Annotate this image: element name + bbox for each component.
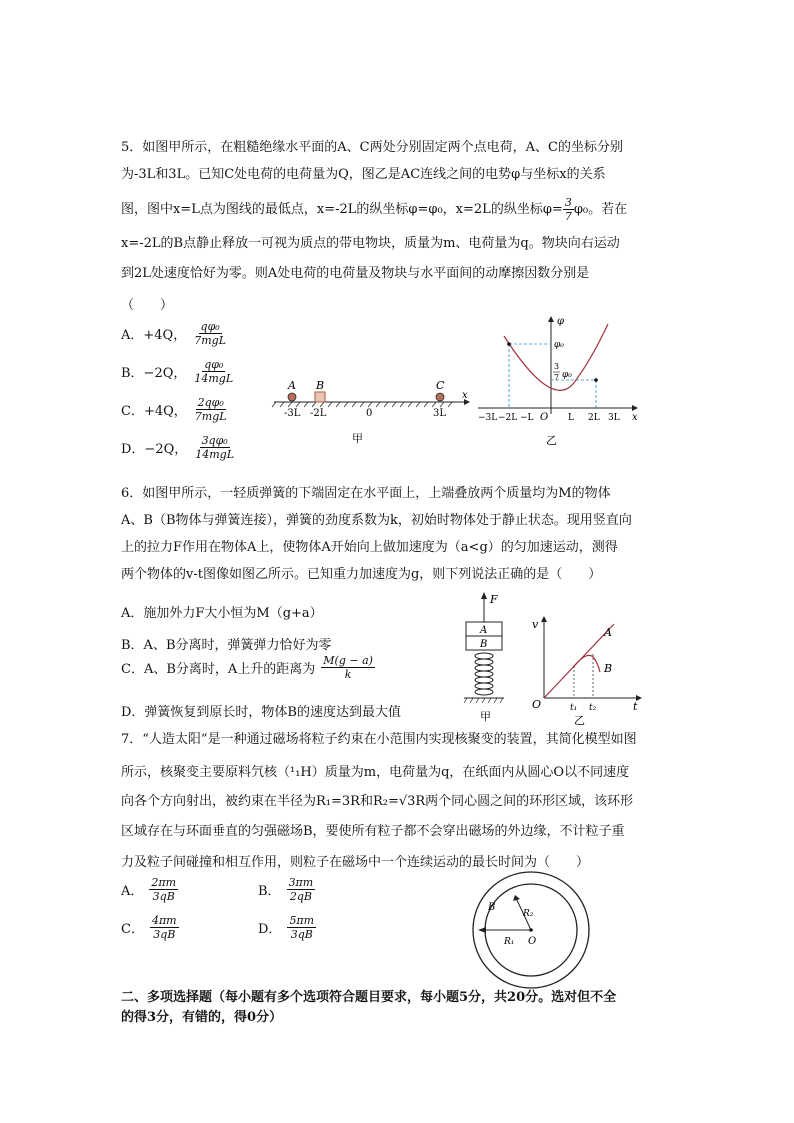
x-axis-label: x <box>462 390 468 401</box>
tick-label: −2L <box>498 413 518 423</box>
y-axis-arrow-icon <box>541 616 547 622</box>
fraction-denominator: 3qB <box>153 928 176 941</box>
q7-option-a[interactable] <box>121 876 178 903</box>
tick-label: −L <box>520 413 534 423</box>
y-axis-arrow-icon <box>548 316 554 322</box>
q5-line-4: x=-2L的B点静止释放一可视为质点的带电物块，质量为m、电荷量为q。物块向右运动 <box>121 236 620 251</box>
figure-caption: 甲 <box>352 432 363 445</box>
fraction-numerator: 3 <box>564 196 572 209</box>
q5-line-1: 5．如图甲所示，在粗糙绝缘水平面的A、C两处分别固定两个点电荷，A、C的坐标分别 <box>121 140 623 155</box>
q5-figure-jia <box>268 372 478 447</box>
curve-b <box>574 655 600 672</box>
q5-answer-bracket: （ ） <box>121 298 174 313</box>
fraction-denominator: k <box>344 668 352 681</box>
q5-line-3-tail: φ₀。若在 <box>573 201 628 217</box>
block-b <box>315 392 325 402</box>
force-label: F <box>490 593 498 606</box>
charge-c-label: C <box>436 379 445 392</box>
fraction-numerator: qφ₀ <box>204 358 224 371</box>
fraction-denominator: 7mgL <box>194 334 226 347</box>
tick-label: L <box>568 413 574 423</box>
r1-label: R₁ <box>504 937 515 947</box>
point-2l <box>594 378 598 382</box>
q5-line-3-fraction <box>563 196 574 223</box>
q7-option-d[interactable] <box>258 914 316 941</box>
q7-line-3: 向各个方向射出，被约束在半径为R₁=3R和R₂=√3R两个同心圆之间的环形区域，该环形 <box>121 794 634 809</box>
block-b-label: B <box>480 639 488 650</box>
fraction-denominator: 3qB <box>290 928 313 941</box>
option-label: C．A、B分离时，A上升的距离为 <box>121 662 316 677</box>
q7-line-4: 区域存在与环面垂直的匀强磁场B，要使所有粒子都不会穿出磁场的外边缘，不计粒子重 <box>121 824 625 839</box>
line-a-label: A <box>604 626 612 639</box>
frac-den: 7 <box>554 373 560 382</box>
q6-figure-jia <box>452 590 516 726</box>
t2-label: t₂ <box>589 703 597 713</box>
force-arrow-icon <box>481 592 487 599</box>
charge-a <box>288 393 296 401</box>
fraction-denominator: 7 <box>564 210 572 223</box>
q6-option-b[interactable]: B．A、B分离时，弹簧弹力恰好为零 <box>121 638 332 653</box>
block-a-label: A <box>480 625 488 636</box>
q5-line-5: 到2L处速度恰好为零。则A处电荷的电荷量及物块与水平面间的动摩擦因数分别是 <box>121 266 590 281</box>
fraction-numerator: qφ₀ <box>200 320 220 333</box>
option-fraction <box>149 876 178 903</box>
block-b-label: B <box>316 379 325 392</box>
option-fraction <box>193 396 229 423</box>
option-label: A．+4Q， <box>121 328 187 343</box>
q7-figure-rings <box>466 868 596 992</box>
figure-caption: 乙 <box>574 714 585 727</box>
field-b-label: B <box>488 902 496 913</box>
fraction-denominator: 14mgL <box>194 372 234 385</box>
q6-line-1: 6．如图甲所示，一轻质弹簧的下端固定在水平面上，上端叠放两个质量均为M的物体 <box>121 486 611 501</box>
q6-line-4: 两个物体的v-t图像如图乙所示。已知重力加速度为g，则下列说法正确的是（ ） <box>121 567 602 582</box>
q5-line-2: 为-3L和3L。已知C处电荷的电荷量为Q，图乙是AC连线之间的电势φ与坐标x的关系 <box>121 167 606 182</box>
q5-option-c[interactable] <box>121 396 229 423</box>
figure-caption: 乙 <box>546 434 557 447</box>
section-heading-line-1: 二、多项选择题（每小题有多个选项符合题目要求，每小题5分，共20分。选对但不全 <box>121 990 617 1005</box>
section-heading-line-2: 的得3分，有错的，得0分） <box>121 1010 283 1025</box>
option-fraction <box>193 434 236 461</box>
q5-line-3 <box>121 196 627 223</box>
fraction-denominator: 3qB <box>152 890 175 903</box>
tick-label: 0 <box>366 408 373 419</box>
center-label: O <box>528 936 537 947</box>
x-axis-label: x <box>632 412 638 423</box>
x-axis-label: t <box>633 700 638 713</box>
q6-option-d[interactable]: D．弹簧恢复到原长时，物体B的速度达到最大值 <box>121 705 401 720</box>
tick-label: -2L <box>310 408 327 419</box>
fraction-numerator: 2πm <box>151 876 177 889</box>
q7-option-b[interactable] <box>258 876 315 903</box>
q7-line-2: 所示，核聚变主要原料氕核（¹₁H）质量为m，电荷量为q，在纸面内从圆心O以不同速度 <box>121 765 630 780</box>
fraction-denominator: 2qB <box>289 890 312 903</box>
q5-line-3-text: 图，图中x=L点为图线的最低点，x=-2L的纵坐标φ=φ₀，x=2L的纵坐标φ= <box>121 201 563 217</box>
option-label: D．−2Q， <box>121 442 188 457</box>
option-fraction <box>287 914 316 941</box>
fraction-numerator: 2qφ₀ <box>197 396 224 409</box>
q6-option-a[interactable]: A．施加外力F大小恒为M（g+a） <box>121 606 323 621</box>
tick-label: 2L <box>588 413 600 423</box>
q5-figure-yi <box>474 314 644 450</box>
q5-option-b[interactable] <box>121 358 235 385</box>
r1-arrow-icon <box>478 927 486 933</box>
r2-label: R₂ <box>523 909 534 919</box>
point-minus-2l <box>507 342 511 346</box>
tick-label: 3L <box>433 408 447 419</box>
fraction-denominator: 14mgL <box>195 448 235 461</box>
charge-a-label: A <box>288 379 296 392</box>
phi0-label: φ₀ <box>554 340 564 350</box>
x-axis-arrow-icon <box>632 405 638 411</box>
origin-label: O <box>532 698 542 711</box>
q7-line-1: 7．“人造太阳”是一种通过磁场将粒子约束在小范围内实现核聚变的装置，其简化模型如图 <box>121 732 637 747</box>
q7-line-5: 力及粒子间碰撞和相互作用，则粒子在磁场中一个连续运动的最长时间为（ ） <box>121 855 590 870</box>
option-fraction <box>192 358 235 385</box>
tick-label: 3L <box>608 413 620 423</box>
option-label: A． <box>121 884 144 899</box>
fraction-denominator: 7mgL <box>194 410 227 423</box>
frac-num: 3 <box>554 362 560 371</box>
option-label: C．+4Q， <box>121 404 187 419</box>
q6-figure-yi <box>530 612 648 732</box>
q6-option-c[interactable] <box>121 654 375 681</box>
origin-label: O <box>540 412 549 423</box>
q5-option-a[interactable] <box>121 320 228 347</box>
option-label: B．−2Q， <box>121 366 187 381</box>
y-axis-label: v <box>532 618 539 631</box>
q6-line-2: A、B（B物体与弹簧连接），弹簧的劲度系数为k，初始时物体处于静止状态。现用竖直向 <box>121 513 632 528</box>
option-fraction <box>192 320 228 347</box>
option-fraction <box>287 876 316 903</box>
fraction-numerator: 5πm <box>289 914 315 927</box>
option-label: B． <box>258 884 281 899</box>
q5-option-d[interactable] <box>121 434 236 461</box>
tick-label: -3L <box>284 408 301 419</box>
option-fraction <box>150 914 179 941</box>
figure-caption: 甲 <box>480 710 491 723</box>
fraction-numerator: 4πm <box>151 914 177 927</box>
q7-option-c[interactable] <box>121 914 179 941</box>
phi0-label: φ₀ <box>562 370 572 380</box>
curve-b-label: B <box>604 662 613 675</box>
fraction-numerator: 3πm <box>288 876 314 889</box>
q6-line-3: 上的拉力F作用在物体A上，使物体A开始向上做加速度为（a<g）的匀加速运动，测得 <box>121 540 618 555</box>
fraction-numerator: M(g − a) <box>323 654 373 667</box>
spring <box>475 653 493 695</box>
t1-label: t₁ <box>570 703 578 713</box>
tick-label: −3L <box>478 413 498 423</box>
option-label: D． <box>258 922 282 937</box>
option-fraction <box>321 654 375 681</box>
y-axis-label: φ <box>557 316 565 327</box>
fraction-numerator: 3qφ₀ <box>201 434 228 447</box>
charge-c <box>436 393 444 401</box>
option-label: C． <box>121 922 144 937</box>
